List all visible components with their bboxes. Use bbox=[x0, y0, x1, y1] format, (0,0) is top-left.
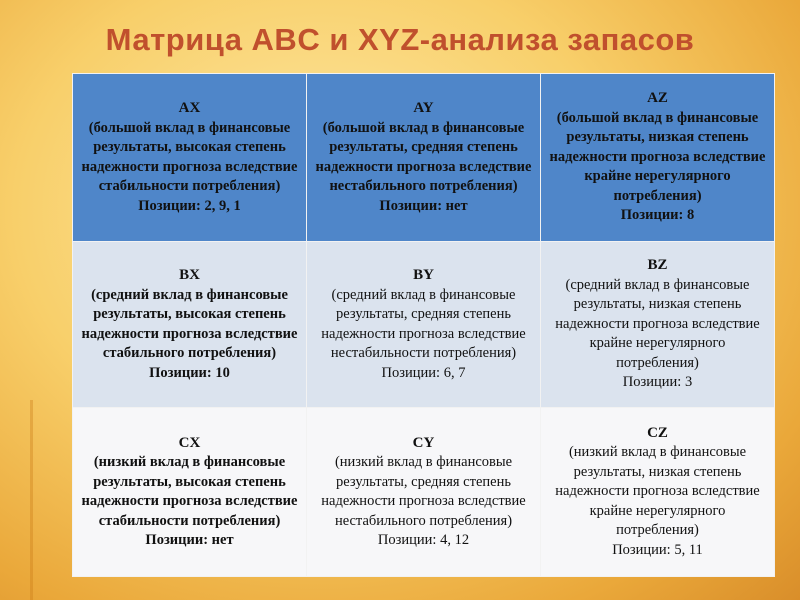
cell-code: AZ bbox=[647, 90, 668, 107]
cell-code: AY bbox=[413, 100, 434, 116]
cell-positions: Позиции: 3 bbox=[622, 374, 693, 391]
cell-code: BX bbox=[179, 267, 200, 283]
cell-description: (низкий вклад в финансовые результаты, средняя степень надежности прогноза вследствие нестабильного потребления) bbox=[321, 454, 526, 529]
cell-description: (средний вклад в финансовые результаты, высокая степень надежности прогноза вследствие стабильного потребления) bbox=[81, 286, 298, 361]
cell-description: (большой вклад в финансовые результаты, низкая степень надежности прогноза вследствие крайне нерегулярного потребления) bbox=[549, 109, 766, 204]
decorative-line bbox=[30, 400, 33, 600]
cell-description: (средний вклад в финансовые результаты, низкая степень надежности прогноза вследствие крайне нерегулярного потребления) bbox=[555, 276, 760, 371]
cell-description: (средний вклад в финансовые результаты, средняя степень надежности прогноза вследствие нестабильности потребления) bbox=[321, 286, 526, 361]
cell-positions: Позиции: 8 bbox=[620, 207, 695, 224]
cell-description: (большой вклад в финансовые результаты, высокая степень надежности прогноза вследствие стабильности потребления) bbox=[81, 119, 298, 194]
matrix-row-c bbox=[73, 408, 775, 577]
abc-xyz-matrix bbox=[72, 73, 775, 577]
cell-description: (большой вклад в финансовые результаты, средняя степень надежности прогноза вследствие нестабильного потребления) bbox=[315, 119, 532, 194]
cell-positions: Позиции: 10 bbox=[149, 364, 230, 381]
cell-bz bbox=[541, 242, 775, 408]
matrix-row-a bbox=[73, 74, 775, 242]
cell-positions: Позиции: 2, 9, 1 bbox=[138, 197, 241, 214]
cell-by bbox=[307, 242, 541, 408]
cell-cz bbox=[541, 408, 775, 577]
cell-code: BY bbox=[413, 267, 434, 283]
cell-positions: Позиции: нет bbox=[379, 197, 468, 214]
cell-code: CY bbox=[412, 434, 435, 451]
cell-positions: Позиции: нет bbox=[145, 532, 234, 548]
cell-cx bbox=[73, 408, 307, 577]
cell-description: (низкий вклад в финансовые результаты, низкая степень надежности прогноза вследствие крайне нерегулярного потребления) bbox=[555, 444, 760, 539]
cell-code: CX bbox=[178, 434, 201, 451]
cell-code: BZ bbox=[647, 257, 668, 274]
cell-positions: Позиции: 5, 11 bbox=[612, 541, 703, 558]
page-title: Матрица ABC и XYZ-анализа запасов bbox=[105, 22, 695, 57]
cell-ax bbox=[73, 74, 307, 242]
cell-code: CZ bbox=[647, 424, 668, 441]
cell-code: AX bbox=[178, 100, 201, 116]
cell-positions: Позиции: 6, 7 bbox=[381, 364, 466, 381]
matrix-row-b bbox=[73, 242, 775, 408]
cell-bx bbox=[73, 242, 307, 408]
cell-description: (низкий вклад в финансовые результаты, высокая степень надежности прогноза вследствие стабильности потребления) bbox=[81, 454, 298, 529]
cell-positions: Позиции: 4, 12 bbox=[377, 532, 470, 548]
cell-cy bbox=[307, 408, 541, 577]
cell-ay bbox=[307, 74, 541, 242]
cell-az bbox=[541, 74, 775, 242]
